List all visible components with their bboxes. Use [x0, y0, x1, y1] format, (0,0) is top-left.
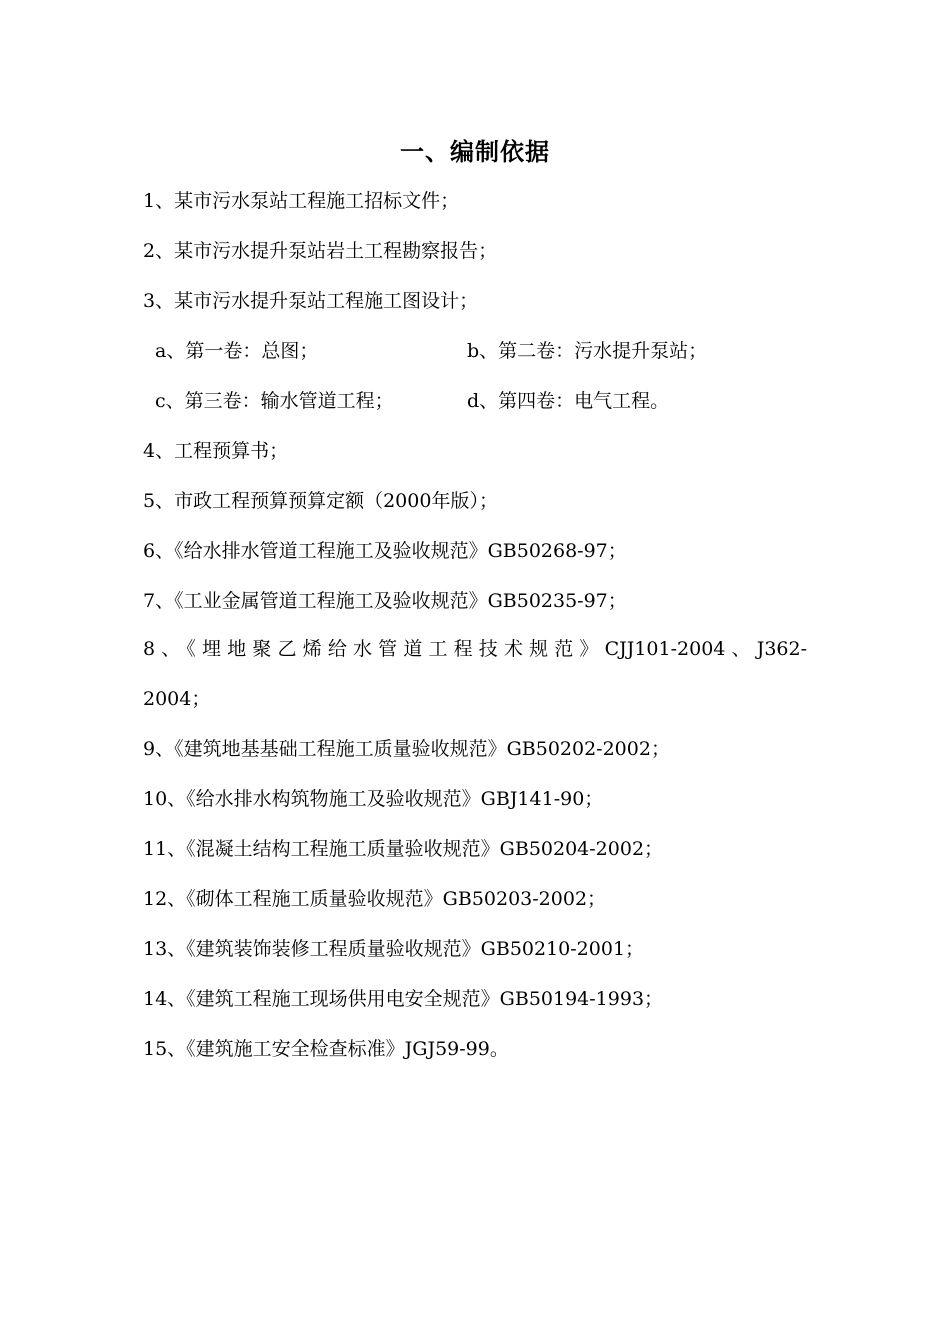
sub-item-a: a、第一卷：总图； — [155, 340, 319, 362]
list-item: 13、《建筑装饰装修工程质量验收规范》GB50210-2001； — [143, 938, 645, 960]
list-item: 12、《砌体工程施工质量验收规范》GB50203-2002； — [143, 888, 607, 910]
list-item: 10、《给水排水构筑物施工及验收规范》GBJ141-90； — [143, 788, 604, 810]
list-item: 11、《混凝土结构工程施工质量验收规范》GB50204-2002； — [143, 838, 664, 860]
sub-item-d: d、第四卷：电气工程。 — [467, 390, 670, 412]
sub-item-c: c、第三卷：输水管道工程； — [155, 390, 394, 412]
list-item: 9、《建筑地基基础工程施工质量验收规范》GB50202-2002； — [143, 738, 670, 760]
list-item-8-line2: 2004； — [143, 688, 211, 710]
list-item: 3、某市污水提升泵站工程施工图设计； — [143, 290, 479, 312]
sub-item-b: b、第二卷：污水提升泵站； — [467, 340, 708, 362]
list-item: 1、某市污水泵站工程施工招标文件； — [143, 190, 460, 212]
list-item: 4、工程预算书； — [143, 440, 289, 462]
list-item: 6、《给水排水管道工程施工及验收规范》GB50268-97； — [143, 540, 627, 562]
list-item: 2、某市污水提升泵站岩土工程勘察报告； — [143, 240, 498, 262]
list-item: 7、《工业金属管道工程施工及验收规范》GB50235-97； — [143, 590, 627, 612]
list-item: 15、《建筑施工安全检查标准》JGJ59-99。 — [143, 1038, 509, 1060]
list-item-8-line1: 8、《埋地聚乙烯给水管道工程技术规范》CJJ101-2004、J362- — [143, 638, 807, 660]
section-title: 一、编制依据 — [400, 138, 550, 166]
list-item: 14、《建筑工程施工现场供用电安全规范》GB50194-1993； — [143, 988, 664, 1010]
list-item: 5、市政工程预算预算定额（2000年版）； — [143, 490, 498, 512]
